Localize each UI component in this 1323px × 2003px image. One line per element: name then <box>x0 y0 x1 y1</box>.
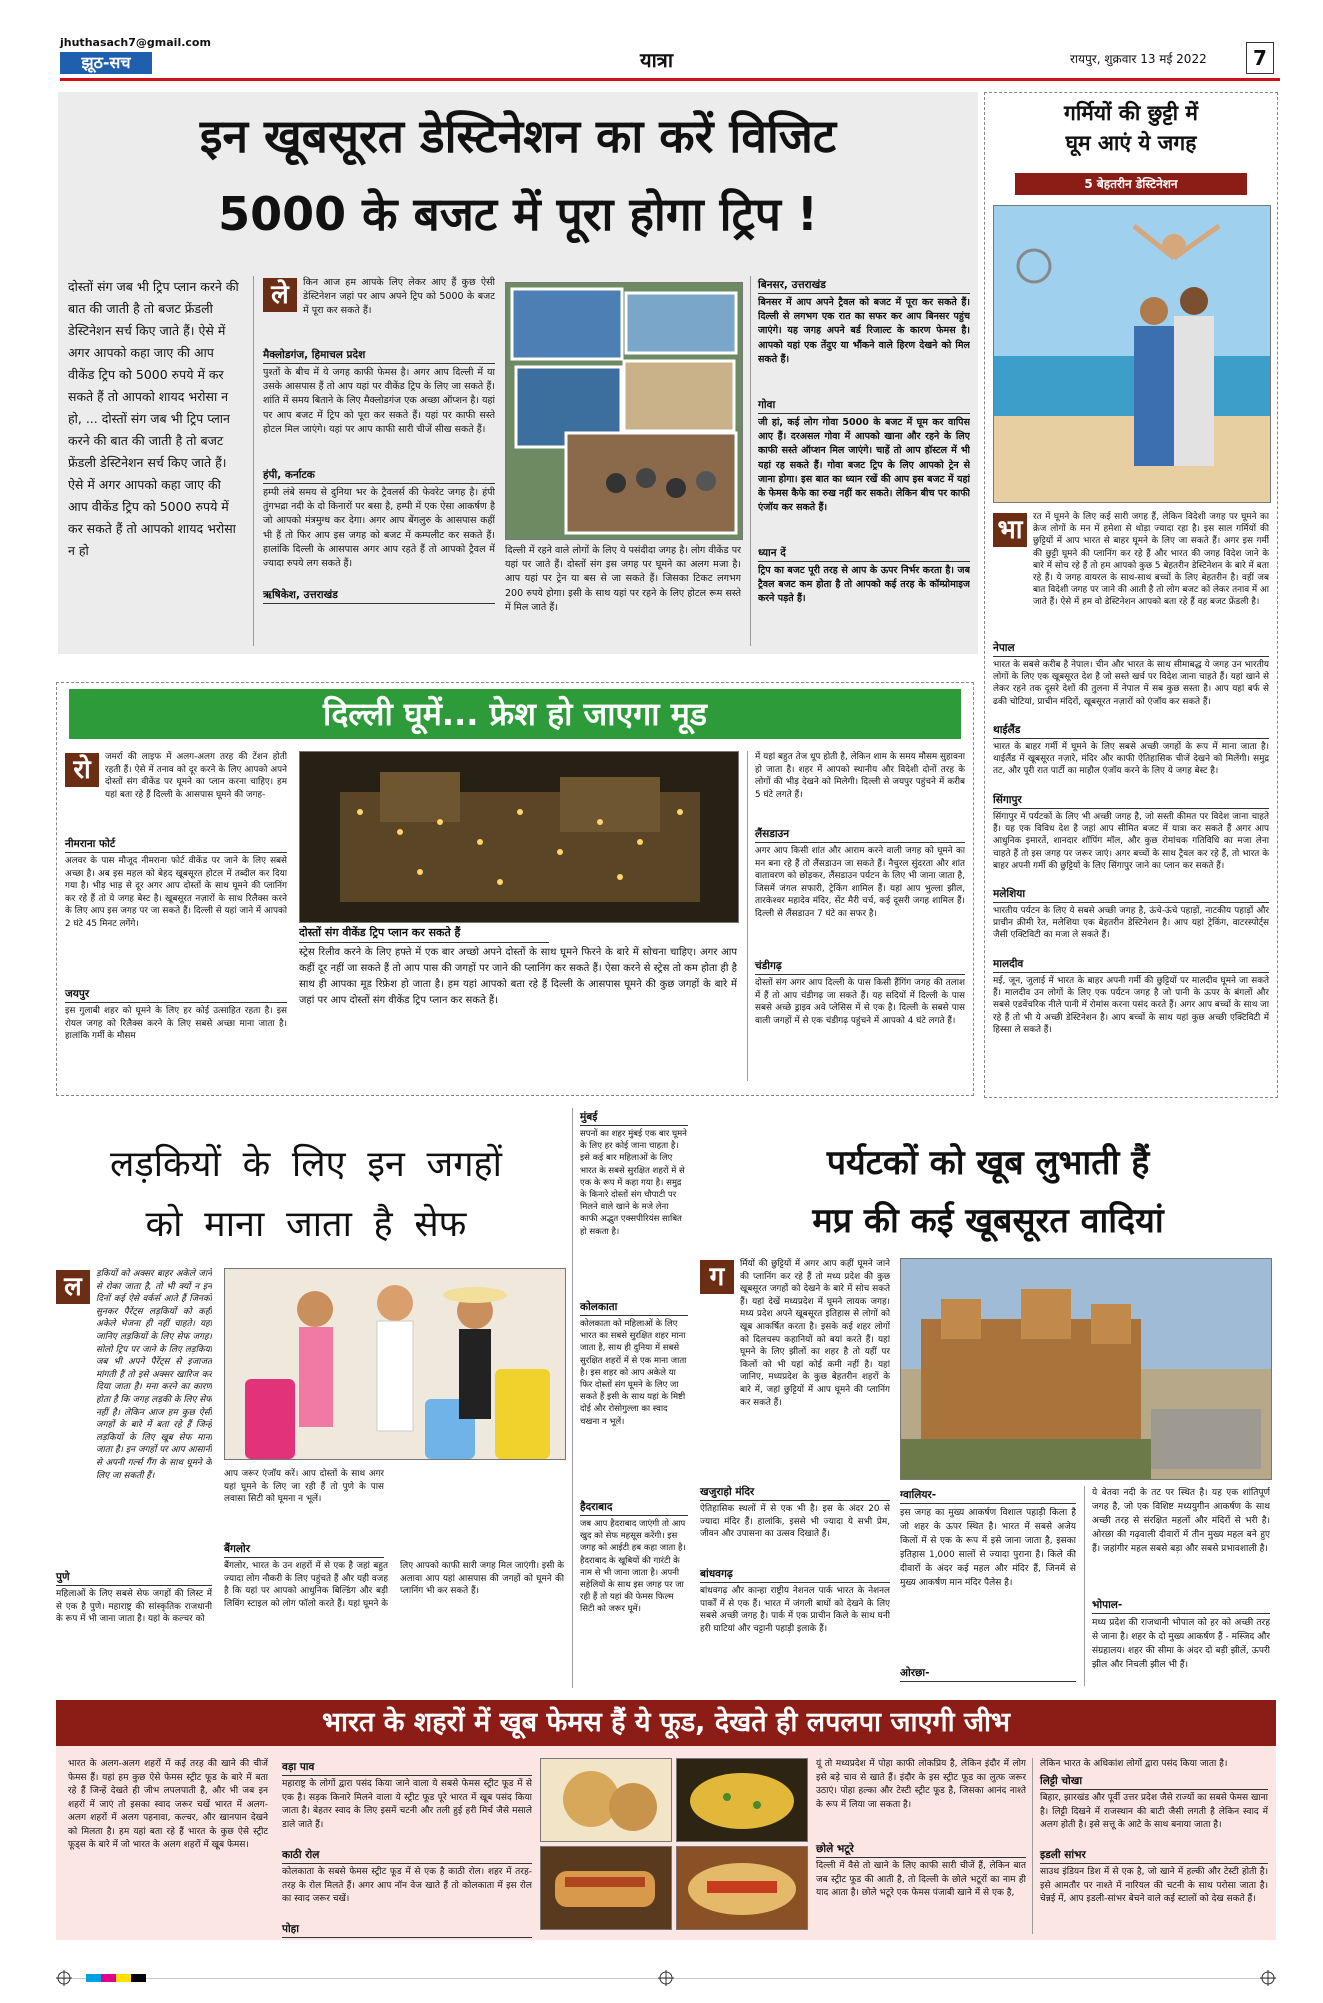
delhi-col-1 <box>65 751 287 1087</box>
food-text-litti: बिहार, झारखंड और पूर्वी उत्तर प्रदेश जैसे राज्यों का सबसे फेमस खाना है। लिट्टी दिखने में राजस्थान की बाटी जैसी लगती है लेकिन स्वाद में अलग होती है। इसे सत्तू के आटे के साथ बनाया जाता है। <box>1040 1793 1268 1830</box>
food-col-4 <box>816 1758 1026 1934</box>
mp-sub-bandhavgarh: बांधवगढ़ <box>700 1567 890 1583</box>
delhi-intro: जमर्रा की लाइफ में अलग-अलग तरह की टेंशन होती रहती हैं। ऐसे में तनाव को दूर करने के लिए आपको अपने दोस्तों संग वीकेंड पर घूमने का प्लान करना चाहिए। हम यहां बता रहे हैं दिल्ली के आसपास घूमने की जगह- <box>105 752 287 800</box>
mp-sub-orchha: ओरछा- <box>900 1666 1076 1682</box>
color-bar <box>86 1974 146 1982</box>
food-text-idli: साउथ इंडियन डिश में से एक है, जो खाने में हल्की और टेस्टी होती है। इसे आमतौर पर नाश्ते में नारियल की चटनी के साथ परोसा जाता है। चेन्नई में, आप इडली-सांभर बेचने वाले कई स्टालों को देख सकते हैं। <box>1040 1867 1268 1904</box>
email: jhuthasach7@gmail.com <box>60 36 211 49</box>
text-hampi: हम्पी लंबे समय से दुनिया भर के ट्रैवलर्स की फेवरेट जगह है। हंपी तुंगभद्रा नदी के दो किनारों पर बसा है, हम्पी में एक ऐसा आकर्षण है जो आपको मंत्रमुग्ध कर देगा। अगर आप बेंगलुरु के आसपास कहीं भी हैं तो फिर आप इस जगह को बजट में कम्पलीट कर सकते हैं। हालांकि दिल्ली के आसपास अगर आप रहते हैं तो आपको ट्रैवल में ज्यादा रुपये लग सकते हैं। <box>263 487 495 570</box>
side-ribbon: 5 बेहतरीन डेस्टिनेशन <box>1015 173 1247 195</box>
sub-rishikesh: ऋषिकेश, उत्तराखंड <box>263 588 495 604</box>
pull-quote: दोस्तों संग जब भी ट्रिप प्लान करने की बात की जाती है तो बजट फ्रेंडली डेस्टिनेशन सर्च किए जाते हैं। ऐसे में अगर आपको कहा जाए की आप वीकेंड ट्रिप को 5000 रुपये में कर सकते हैं तो आपको शायद भरोसा न हो, ... दोस्तों संग जब भी ट्रिप प्लान करने की बात की जाती है तो बजट फ्रेंडली डेस्टिनेशन सर्च किए जाते हैं। ऐसे में अगर आपको कहा जाए की आप वीकेंड ट्रिप को 5000 रुपये में कर सकते हैं तो आपको शायद भरोसा न हो <box>68 279 239 558</box>
side-title-1: गर्मियों की छुट्टी में <box>1064 101 1198 125</box>
sub-goa: गोवा <box>758 398 970 414</box>
girls-title-2: को माना जाता है सेफ <box>145 1204 467 1245</box>
girls-sub-pune: पुणे <box>56 1570 212 1586</box>
text-binsar: बिनसर में आप अपने ट्रैवल को बजट में पूरा कर सकते हैं। दिल्ली से लगभग एक रात का सफर कर आप बिनसर पहुंच जाएंगे। यह जगह अपने बर्ड रिजाल्ट के कारण फेमस है। आपको यहां एक तेंदुए या भौंकने वाले हिरण देखने को मिल सकते हैं। <box>758 297 970 365</box>
mp-sub-khajuraho: खजुराहो मंदिर <box>700 1485 890 1501</box>
delhi-title: दिल्ली घूमें... फ्रेश हो जाएगा मूड <box>69 689 961 739</box>
delhi-text-jaipur-cont: में यहां बहुत तेज धूप होती है, लेकिन शाम के समय मौसम सुहावना हो जाता है। शहर में आपको स्थानीय और विदेशी दोनों तरह के लोगों की भीड़ देखने को मिलेगी। दिल्ली से जयपुर पहुंचने में करीब 5 घंटे लगते हैं। <box>755 752 965 800</box>
sub-mcleodganj: मैक्लोडगंज, हिमाचल प्रदेश <box>263 348 495 364</box>
girls-drop-cap: ल <box>56 1270 90 1304</box>
mp-col-1 <box>700 1258 890 1688</box>
delhi-caption: दोस्तों संग वीकेंड ट्रिप प्लान कर सकते हैं <box>299 923 549 943</box>
summer-side-box <box>984 92 1278 1098</box>
side-sub-nepal: नेपाल <box>993 641 1269 657</box>
food-text-vadapav: महाराष्ट्र के लोगों द्वारा पसंद किया जाने वाला ये सबसे फेमस स्ट्रीट फूड में से एक है। सड़क किनारे मिलने वाला ये स्ट्रीट फूड पूरे भारत में खूब पसंद किया जाता है। बेहतर स्वाद के लिए इसमें चटनी और तली हुई हरी मिर्च जैसे मसाले डाले जाते हैं। <box>282 1779 532 1830</box>
side-sub-maldives: मालदीव <box>993 957 1269 973</box>
side-sub-thailand: थाईलैंड <box>993 723 1269 739</box>
side-text-thailand: भारत के बाहर गर्मी में घूमने के लिए सबसे अच्छी जगहों के रूप में माना जाता है। थाईलैंड में खूबसूरत नज़ारे, मंदिर और काफी ऐतिहासिक चीजें देखने को मिलेंगी। समुद्र तट, और पूरी रात पार्टी का माहौल एंजॉय करने के लिए ये जगह बेस्ट है। <box>993 742 1269 777</box>
mp-sub-bhopal: भोपाल- <box>1092 1598 1270 1614</box>
delhi-sub-chandigarh: चंडीगढ़ <box>755 959 965 975</box>
food-photo-1 <box>540 1758 672 1842</box>
mp-sub-gwalior: ग्वालियर- <box>900 1488 1076 1504</box>
text-rishikesh: दिल्ली में रहने वाले लोगों के लिए ये पसंदीदा जगह है। लोग वीकेंड पर यहां पर जाते हैं। दोस्तों संग इस जगह पर घूमने का अलग मजा है। आप यहां पर ट्रेन या बस से जा सकते हैं। जिसका टिकट लगभग 200 रुपये होगा। इसी के साथ यहां पर रहने के लिए होटल रूम सस्ते में मिल जाते हैं। <box>505 545 741 613</box>
side-title-2: घूम आएं ये जगह <box>1065 131 1197 155</box>
mp-text-bandhavgarh: बांधवगढ़ और कान्हा राष्ट्रीय नेशनल पार्क भारत के नेशनल पार्कों में से एक हैं। भारत में जंगली बाघों को देखने के लिए सबसे अच्छी जगह है। पार्क में एक प्राचीन किले के साथ घनी हरी घाटियां और चट्टानी पहाड़ी इलाके हैं। <box>700 1586 890 1634</box>
girls-sub-mumbai: मुंबई <box>580 1110 688 1126</box>
delhi-body: स्ट्रेस रिलीव करने के लिए हफ्ते में एक बार अच्छो अपने दोस्तों के साथ घूमने फिरने के बारे में सोचना चाहिए। अगर आप कहीं दूर नहीं जा सकते हैं तो आप पास की जगहों पर जाने की प्लानिंग कर सकते हैं। ऐसा करने से स्ट्रेस तो कम होता ही है साथ ही आपका मूड रिफ्रेश हो जाता है। हम यहां आपको बता रहे हैं दिल्ली के आसपास घूमने की कुछ जगहों के बारे में जहां पर आप दोस्तों संग वीकेंड ट्रिप प्लान कर सकते हैं। <box>299 947 737 1006</box>
mp-section <box>700 1108 1276 1688</box>
girls-title-1: लड़कियों के लिए इन जगहों <box>110 1144 502 1185</box>
top-story-panel <box>58 92 978 654</box>
girls-sub-kolkata: कोलकाता <box>580 1300 688 1316</box>
fort-night-photo <box>299 751 739 923</box>
food-sub-kathiroll: काठी रोल <box>282 1848 532 1864</box>
section-title: यात्रा <box>640 48 673 72</box>
side-sub-malaysia: मलेशिया <box>993 887 1269 903</box>
food-text-chole: दिल्ली में वैसे तो खाने के लिए काफी सारी चीजें हैं, लेकिन बात जब स्ट्रीट फूड की आती है, तो दिल्ली के छोले भटूरों का नाम ही याद आता है। छोले भटूरे एक फेमस पंजाबी खाने में से एक है, <box>816 1861 1026 1898</box>
delhi-text-chandigarh: दोस्तों संग अगर आप दिल्ली के पास किसी हैंगिंग जगह की तलाश में हैं तो आप चंडीगढ़ जा सकते हैं। यह सदियों में दिल्ली के पास सबसे अच्छे ड्राइव अवे प्लेसिस में से एक है। दिल्ली के सबसे पास वाली जगहों में से एक चंडीगढ़ पहुंचने में आपको 4 घंटे लगते हैं। <box>755 978 965 1026</box>
top-headline-2: 5000 के बजट में पूरा होगा ट्रिप ! <box>218 187 818 241</box>
side-text-nepal: भारत के सबसे करीब है नेपाल। चीन और भारत के साथ सीमाबद्ध ये जगह उन भारतीय लोगों के लिए एक खूबसूरत देश है जो सस्ते खर्च पर विदेश जाना चाहते हैं। यहां खाने से लेकर रहने तक दूसरे देशों की तुलना में नेपाल में सब कुछ सस्ता है। आप यहां बर्फ से ढकी चोटियां, प्राचीन मंदिरों, खूबसूरत नज़ारों को एंजॉय कर सकते हैं। <box>993 660 1269 707</box>
top-headline-1: इन खूबसूरत डेस्टिनेशन का करें विजिट <box>199 109 837 163</box>
mp-fort-photo <box>900 1258 1272 1480</box>
side-text-malaysia: भारतीय पर्यटन के लिए ये सबसे अच्छी जगह है, ऊंचे-ऊंचे पहाड़ों, नाटकीय पहाड़ों और प्राचीन क्रीमी रेत, मलेशिया एक बेहतरीन डेस्टिनेशन है। आप यहां ट्रेकिंग, वाटरस्पोर्ट्स जैसी एक्टिविटी का मजा ले सकते हैं। <box>993 906 1269 941</box>
registration-mark-left <box>56 1970 72 1986</box>
side-body <box>993 511 1269 1091</box>
side-drop-cap: भा <box>993 513 1027 547</box>
mp-text-gwalior: इस जगह का मुख्य आकर्षण विशाल पहाड़ी किला है जो शहर के ऊपर स्थित है। भारत में सबसे अजेय किलों में से एक के रूप में इसे जाना जाता है, इसका इतिहास 1,000 सालों से ज्यादा पुराना है। किले की दीवारों के अंदर कई महल और मंदिर हैं, जिनमें से मुख्य आकर्षण मान मंदिर पैलेस है। <box>900 1508 1076 1588</box>
drop-cap: ले <box>263 278 297 312</box>
brand-badge: झूठ-सच <box>60 52 152 74</box>
food-intro: भारत के अलग-अलग शहरों में कई तरह की खाने की चीजें फेमस हैं। यहां हम कुछ ऐसे फेमस स्ट्रीट फूड के बारे में बता रहे हैं जिन्हें देखते ही जीभ लपलपाती है, और भी जब इन शहरों में जाएं तो इसका स्वाद जरूर चखें भारत में अलग-अलग शहरों में अलग पहनावा, कल्चर, और खानपान देखने को मिलता है। हम यहां बता रहे हैं भारत के कुछ ऐसे स्ट्रीट फूड्स के बारे में जो भारत के अलग शहरों में खूब फेमस। <box>68 1759 268 1850</box>
delhi-section <box>56 682 974 1096</box>
side-text-singapore: सिंगापुर में पर्यटकों के लिए भी अच्छी जगह है, जो सस्ती कीमत पर विदेश जाना चाहते हैं। यह एक विविध देश है जहां आप सीमित बजट में यात्रा कर सकते हैं अगर आप आधुनिक इमारतें, शानदार शॉपिंग मॉल, और कुछ रोमांचक गतिविधि का मजा लेना चाहते हैं तो इस जगह पर जरूर जाएं। अगर बच्चों के साथ ट्रैवल कर रहे हैं, तो भारत के बाहर अपनी गर्मी की छुट्टियों के लिए सिंगापुर जाने का प्लान कर सकते हैं। <box>993 812 1269 871</box>
footer-registration-marks <box>56 1970 1276 1986</box>
food-photo-4 <box>676 1846 808 1930</box>
food-text-poha: यूं तो मध्यप्रदेश में पोहा काफी लोकप्रिय है, लेकिन इंदौर में लोग इसे बड़े चाव से खाते हैं। इंदौर के इस स्ट्रीट फूड का लुत्फ जरूर उठाएं। पोहा हल्का और टेस्टी स्ट्रीट फूड है, जिसका आनंद नाश्ते के रूप में लिया जा सकता है। <box>816 1759 1026 1810</box>
girls-col-1 <box>56 1268 212 1688</box>
registration-mark-right <box>1260 1970 1276 1986</box>
delhi-sub-lansdowne: लैंसडाउन <box>755 827 965 843</box>
page-number: 7 <box>1246 42 1274 74</box>
mp-col-3 <box>1092 1486 1270 1686</box>
delhi-text-neemrana: अलवर के पास मौजूद नीमराना फोर्ट वीकेंड पर जाने के लिए सबसे अच्छा है। अब इस महल को बेहद खूबसूरत होटल में तब्दील कर दिया गया है। भीड़ भाड़ से दूर अगर आप दोस्तों के साथ घूमने की प्लानिंग कर रहे हैं तो ये जगह बेस्ट है। खूबसूरत नज़ारों के साथ रिलैक्स करने के लिए आप इस जगह पर जा सकते हैं। दिल्ली से यहां जाने में आपको 2 घंटे 45 मिनट लगेंगे। <box>65 856 287 929</box>
side-intro: रत में घूमने के लिए कई सारी जगह हैं, लेकिन विदेशी जगह पर घूमने का क्रेज लोगों के मन में हमेशा से थोड़ा ज्यादा रहा है। इस साल गर्मियों की छुट्टियों में आप भारत से बाहर घूमने के लिए जा सकते हैं। अगर इस गर्मी की छुट्टी घूमने की प्लानिंग कर रहे हैं और भारत की जगह विदेश जाने के बारे में सोच रहे हैं तो हम आपको कुछ 5 बेहतरीन डेस्टिनेशन के बारे में बता रहे हैं। ये जगह वायरल के साथ-साथ बच्चों के लिए बेहतरीन है। वहीं जब बात विदेशी जगह पर जाने की आती है तो लोग बजट को लेकर तनाव में आ जाते हैं। ऐसे में हम वो डेस्टिनेशन आपको बता रहे हैं वह बजट फ्रेंडली है। <box>1033 512 1269 608</box>
text-note: ट्रिप का बजट पूरी तरह से आप के ऊपर निर्भर करता है। जब ट्रैवल बजट कम होता है तो आपको कई तरह के कॉम्प्रोमाइज करने पड़ते हैं। <box>758 565 970 605</box>
mp-title-2: मप्र की कई खूबसूरत वादियां <box>812 1201 1164 1241</box>
food-sub-litti: लिट्टी चोखा <box>1040 1774 1268 1790</box>
delhi-text-lansdowne: अगर आप किसी शांत और आराम करने वाली जगह को घूमने का मन बना रहे हैं तो लैंसडाउन जा सकते हैं। नैचुरल सुंदरता और शांत वातावरण को छोड़कर, लैंसडाउन पर्यटन के लिए भी जाना जाता है, जिसमें जंगल सफारी, ट्रेकिंग शामिल हैं। यहां आप भुल्ला झील, तारकेश्वर महादेव मंदिर, सेंट मैरी चर्च, कई दूसरी जगह शामिल हैं। दिल्ली से लैंसडाउन 7 घंटे का सफर है। <box>755 846 965 919</box>
food-text-chole-cont: लेकिन भारत के अधिकांश लोगों द्वारा पसंद किया जाता है। <box>1040 1759 1228 1769</box>
text-mcleodganj: पुश्तों के बीच में ये जगह काफी फेमस है। अगर आप दिल्ली में या उसके आसपास हैं तो आप यहां पर वीकेंड ट्रिप के लिए जा सकते हैं। शांति में समय बिताने के लिए मैक्लोडगंज एक अच्छा ऑप्शन है। यहां पर आप बजट में ट्रिप को पूरा कर सकते हैं। यहां पर काफी सस्ते होटल मिल जाएंगे। यहां पर आप काफी सारी चीजें सीख सकते हैं। <box>263 367 495 435</box>
food-sub-poha: पोहा <box>282 1922 532 1938</box>
delhi-col-3 <box>755 751 965 1087</box>
mp-title-1: पर्यटकों को खूब लुभाती हैं <box>826 1143 1150 1183</box>
mp-text-bhopal: मध्य प्रदेश की राजधानी भोपाल को हर को अच्छी तरह से जाना है। शहर के दो मुख्य आकर्षण हैं - मस्जिद और संग्रहालय। शहर की सीमा के अंदर दो बड़ी झीलें, ऊपरी झील और निचली झील भी हैं। <box>1092 1618 1270 1670</box>
text-goa: जी हां, कई लोग गोवा 5000 के बजट में घूम कर वापिस आए हैं। दरअसल गोवा में आपको खाना और रहने के लिए काफी सस्ते ऑप्शन मिल जाएंगे। चाहें तो आप हॉस्टल में भी यहां रह सकते हैं। गोवा बजट ट्रिप के लिए आपको ट्रेन से जाना होगा। इस बात का ध्यान रखें की आप इस बजट में यहां के फेमस कैफे का रुख नहीं कर सकते। लेकिन बीच पर काफी एंजॉय कर सकते हैं। <box>758 417 970 514</box>
col-3 <box>758 276 970 646</box>
side-text-maldives: मई, जून, जुलाई में भारत के बाहर अपनी गर्मी की छुट्टियों पर मालदीव घूमने जा सकते हैं। मालदीव उन लोगों के लिए एक पर्यटन जगह है जो पानी के ऊपर के बंगलों और सबसे एडवेंचरिक नीले पानी में रोमांस करना पसंद करते हैं। अगर आप बच्चों के साथ जा रहे हैं तो भी ये अच्छी डेस्टिनेशन है। आप बच्चों के साथ यहां कुछ अच्छी एक्टिविटी में हिस्सा ले सकते हैं। <box>993 976 1269 1035</box>
food-col-2 <box>282 1758 532 1934</box>
food-photo-3 <box>540 1846 672 1930</box>
girls-section <box>56 1108 690 1688</box>
delhi-sub-jaipur: जयपुर <box>65 987 287 1003</box>
food-title: भारत के शहरों में खूब फेमस हैं ये फूड, देखते ही लपलपा जाएगी जीभ <box>56 1700 1276 1746</box>
food-section <box>56 1700 1276 1940</box>
sub-note: ध्यान दें <box>758 546 970 562</box>
girls-text-hyderabad: जब आप हैदराबाद जाएंगी तो आप खुद को सेफ महसूस करेंगी। इस जगह को आईटी हब कहा जाता है। हैदराबाद के खूबियों की गारंटी के नाम से भी जाना जाता है। अपनी सहेलियों के साथ इस जगह पर जा रही हैं तो यहां की फेमस फिल्म सिटी को जरूर घूमें। <box>580 1519 686 1615</box>
girls-sub-bangalore: बैंगलोर <box>224 1542 384 1558</box>
header-bar <box>60 36 1280 86</box>
delhi-sub-neemrana: नीमराना फोर्ट <box>65 837 287 853</box>
sub-binsar: बिनसर, उत्तराखंड <box>758 278 970 294</box>
girls-col-3 <box>580 1108 688 1688</box>
travel-collage <box>505 282 743 540</box>
mp-drop-cap: ग <box>700 1260 734 1294</box>
mp-text-khajuraho: ऐतिहासिक स्थलों में से एक भी है। इस के अंदर 20 से ज्यादा मंदिर हैं। हालांकि, इससे भी ज्यादा ये सभी प्रेम, जीवन और उपासना का उत्सव दिखाते हैं। <box>700 1504 890 1540</box>
sub-hampi: हंपी, कर्नाटक <box>263 468 495 484</box>
delhi-drop-cap: रो <box>65 753 99 787</box>
girls-text-kolkata: कोलकाता को महिलाओं के लिए भारत का सबसे सुरक्षित शहर माना जाता है, साथ ही दुनिया में सबसे सुरक्षित शहरों में से एक माना जाता है। इस शहर को आप अकेले या फिर दोस्तों संग घूमने के लिए जा सकते हैं इसी के साथ यहां के मिष्टी दोई और रोसोगुल्ला का स्वाद चखना न भूलें। <box>580 1319 687 1427</box>
food-sub-idli: इडली सांभर <box>1040 1848 1268 1864</box>
food-text-kathiroll: कोलकाता के सबसे फेमस स्ट्रीट फूड में से एक है काठी रोल। शहर में तरह-तरह के रोल मिलते हैं। अगर आप नॉन वेज खाते हैं तो कोलकाता में इस रोल का स्वाद जरूर चखें। <box>282 1867 532 1904</box>
mp-col-2 <box>900 1486 1076 1686</box>
girls-text-pune: महिलाओं के लिए सबसे सेफ जगहों की लिस्ट में से एक है पुणे। महाराष्ट्र की सांस्कृतिक राजधानी के रूप में भी जाना जाता है। यहां के कल्चर को <box>56 1589 212 1625</box>
mp-text-orchha: ये बेतवा नदी के तट पर स्थित है। यह एक शांतिपूर्ण जगह है, जो एक विशिष्ट मध्ययुगीन आकर्षण के साथ अच्छी तरह से संरक्षित महलों और मंदिरों से भरी है। ओरछा की गढ़वाली दीवारों में तीन मुख्य महल बने हुए हैं। जहांगीर महल सबसे बड़ा और सबसे प्रभावशाली है। <box>1092 1488 1270 1554</box>
date-line: रायपुर, शुक्रवार 13 मई 2022 <box>1070 52 1207 66</box>
intro-text: किन आज हम आपके लिए लेकर आए हैं कुछ ऐसी डेस्टिनेशन जहां पर आप अपने ट्रिप को 5000 के बजट में पूरा कर सकते हैं। <box>303 277 495 317</box>
girls-text-pune-cont: आप जरूर एंजॉय करें। आप दोस्तों के साथ अगर यहां घूमने के लिए जा रही हैं तो पुणे के पास लवासा सिटी को घूमना न भूलें। <box>224 1469 384 1505</box>
food-photo-2 <box>676 1758 808 1842</box>
girls-text-mumbai: सपनों का शहर मुंबई एक बार घूमने के लिए हर कोई जाना चाहता है। इसे कई बार महिलाओं के लिए भारत के सबसे सुरक्षित शहरों में से एक के रूप में कहा गया है। समुद्र के किनारे दोस्तों संग चौपाटी पर मिलने वाले खाने के मजे लेना काफी अद्भुत एक्सपीरियंस साबित हो सकता है। <box>580 1129 687 1237</box>
side-sub-singapore: सिंगापुर <box>993 793 1269 809</box>
beach-photo <box>993 205 1271 503</box>
food-col-5 <box>1040 1758 1268 1934</box>
girls-sub-hyderabad: हैदराबाद <box>580 1500 688 1516</box>
header-rule <box>60 78 1280 81</box>
girls-photo <box>224 1268 566 1460</box>
girls-intro: ड़कियों को अक्सर बाहर अकेले जाने से रोका जाता है, तो भी क्यों न इन दिनों कई ऐसे वर्कर्स आते हैं जिनको सुनकर पैरेंट्स लड़कियों को कहीं अकेले भेजना ही नहीं चाहते। यहां जानिए लड़कियों के लिए सेफ जगह। सोलो ट्रिप पर जाने के लिए लड़कियां जब भी अपने पैरेंट्स से इजाजत मांगती हैं तो इसे अक्सर खारिज कर दिया जाता है। मना करने का कारण होता है कि जगह लड़की के लिए सेफ नहीं है। लेकिन आज हम कुछ ऐसी जगहों के बारे में बता रहे हैं जिन्हें लड़कियों के लिए खूब सेफ माना जाता है। इन जगहों पर आप आसानी से अपनी गर्ल्स गैंग के साथ घूमने के लिए जा सकती हैं। <box>96 1269 212 1481</box>
food-sub-vadapav: वड़ा पाव <box>282 1760 532 1776</box>
col-1 <box>263 276 495 646</box>
delhi-text-jaipur: इस गुलाबी शहर को घूमने के लिए हर कोई उत्साहित रहता है। इस रोयल जगह को रिलैक्स करने के लिए सबसे अच्छा माना जाता है। हालांकि गर्मी के मौसम <box>65 1006 287 1041</box>
girls-text-bangalore: बैंगलोर, भारत के उन शहरों में से एक है जहां बहुत ज्यादा लोग नौकरी के लिए पहुंचते हैं और यही वजह है कि यहां पर आपको आधुनिक बिल्डिंग और बड़ी लिविंग स्टाइल को लोग फॉलो करते हैं। यहां घूमने के लिए आपको काफी सारी जगह मिल जाएंगी। इसी के अलावा आप यहां आसपास की जगहों को घूमने की प्लानिंग भी कर सकते हैं। <box>224 1561 564 1609</box>
food-sub-chole: छोले भटूरे <box>816 1842 1026 1858</box>
mp-intro: र्मियों की छुट्टियों में अगर आप कहीं घूमने जाने की प्लानिंग कर रहे हैं तो मध्य प्रदेश की कुछ खूबसूरत जगहों को देखने के बारे में सोच सकते हैं। यहां देखें मध्यप्रदेश में घूमने लायक जगह। मध्य प्रदेश अपने खूबसूरत इतिहास से लोगों को खूब आकर्षित करता है। इसके कई शहर लोगों को दिलचस्प कहानियों को बयां करते हैं। यहां घूमने के लिए झीलों का शहर है तो यहीं पर किलों को भी यहां कोई कमी नहीं है। यहां जानिए, मध्यप्रदेश के कुछ बेहतरीन शहरों के बारे में, जहां छुट्टियों में आप घूमने की प्लानिंग कर सकते हैं। <box>740 1259 890 1408</box>
registration-mark-center <box>658 1970 674 1986</box>
